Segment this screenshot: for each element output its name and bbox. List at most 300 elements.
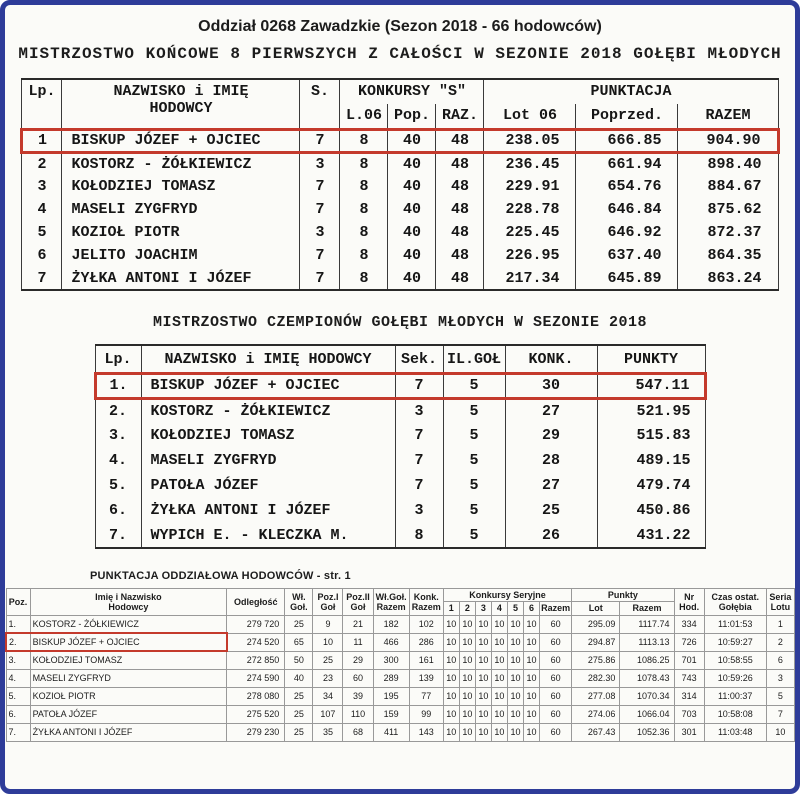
table-cell: 6. — [95, 498, 141, 523]
header-group-punktacja: PUNKTACJA — [484, 79, 778, 104]
table-row — [22, 175, 778, 198]
table-cell: 10 — [459, 615, 475, 633]
header-poz1 — [313, 589, 343, 616]
header-poprzed: Poprzed. — [576, 104, 678, 129]
table-cell: 10 — [491, 723, 507, 741]
table-cell: 60 — [540, 669, 572, 687]
table-cell: 4. — [6, 669, 30, 687]
table-cell: 48 — [436, 152, 484, 175]
table-cell: 10 — [459, 633, 475, 651]
header-k5: 5 — [507, 602, 523, 615]
table-cell: 34 — [313, 687, 343, 705]
table-cell: 11:01:53 — [704, 615, 766, 633]
table-row — [22, 198, 778, 221]
table-cell: 10 — [475, 723, 491, 741]
table-cell: ŻYŁKA ANTONI I JÓZEF — [30, 723, 227, 741]
oddzial-heading: PUNKTACJA ODDZIAŁOWA HODOWCÓW - str. 1 — [90, 570, 351, 582]
table-row — [6, 723, 795, 741]
header-poz: Poz. — [6, 589, 30, 616]
table-cell: 5 — [443, 473, 505, 498]
header-name: NAZWISKO i IMIĘ HODOWCY — [141, 345, 395, 373]
table-cell: 10 — [491, 615, 507, 633]
table-cell: 10 — [524, 633, 540, 651]
table-cell: 236.45 — [484, 152, 576, 175]
table-cell: 10 — [443, 651, 459, 669]
table-cell: 25 — [285, 723, 313, 741]
table-cell: KOŁODZIEJ TOMASZ — [141, 423, 395, 448]
table-cell: 5 — [443, 448, 505, 473]
table-cell: 274 590 — [227, 669, 285, 687]
table-cell: 289 — [373, 669, 409, 687]
table-cell: 40 — [388, 221, 436, 244]
table-cell: 10 — [524, 687, 540, 705]
header-nr-hod — [674, 589, 704, 616]
table-cell: 77 — [409, 687, 443, 705]
header-razem: RAZEM — [678, 104, 778, 129]
table-header — [95, 345, 705, 373]
table-cell: KOZIOŁ PIOTR — [30, 687, 227, 705]
table-row — [22, 221, 778, 244]
table-cell: 7 — [300, 267, 340, 290]
table-cell: 7 — [300, 244, 340, 267]
table-cell: 25 — [285, 615, 313, 633]
table-cell: 726 — [674, 633, 704, 651]
header-wlgol-razem-line2: Razem — [376, 601, 406, 612]
table-cell: 68 — [343, 723, 373, 741]
header-seria — [766, 589, 794, 616]
table-cell: 8 — [340, 175, 388, 198]
table-cell: 7. — [95, 523, 141, 548]
table-cell: 60 — [540, 687, 572, 705]
header-konk: KONK. — [505, 345, 597, 373]
header-l06: L.06 — [340, 104, 388, 129]
table-cell: 6 — [22, 244, 62, 267]
header-lp: Lp. — [95, 345, 141, 373]
table-cell: 863.24 — [678, 267, 778, 290]
header-k4: 4 — [491, 602, 507, 615]
table-cell: 10 — [491, 705, 507, 723]
table-cell: 10 — [459, 705, 475, 723]
final-championship-heading: MISTRZOSTWO KOŃCOWE 8 PIERWSZYCH Z CAŁOŚCI W SEZONIE 2018 GOŁĘBI MŁODYCH — [18, 45, 782, 63]
table-cell: 40 — [388, 198, 436, 221]
table-cell: 10 — [475, 615, 491, 633]
table-row — [95, 473, 705, 498]
table-cell: 521.95 — [597, 398, 705, 423]
table-cell: 274 520 — [227, 633, 285, 651]
table-cell: 25 — [313, 651, 343, 669]
table-cell: KOSTORZ - ŻÓŁKIEWICZ — [141, 398, 395, 423]
header-lot06: Lot 06 — [484, 104, 576, 129]
header-lot: Lot — [572, 602, 620, 615]
table-cell: 10 — [443, 669, 459, 687]
table-cell: 267.43 — [572, 723, 620, 741]
table-cell: 2 — [766, 633, 794, 651]
header-sek: Sek. — [395, 345, 443, 373]
table-cell: 10:58:08 — [704, 705, 766, 723]
table-cell: 5. — [6, 687, 30, 705]
table-cell: 10 — [524, 651, 540, 669]
table-cell: 450.86 — [597, 498, 705, 523]
table-cell: 10 — [475, 669, 491, 687]
table-cell: 10 — [507, 705, 523, 723]
table-row — [22, 244, 778, 267]
table-cell: 637.40 — [576, 244, 678, 267]
champions-table — [94, 344, 707, 549]
table-cell: 666.85 — [576, 129, 678, 152]
header-group-seryjne: Konkursy Seryjne — [443, 589, 571, 602]
table-row — [95, 373, 705, 398]
table-body — [95, 373, 705, 548]
table-cell: 11 — [343, 633, 373, 651]
table-cell: 10 — [443, 687, 459, 705]
table-cell: KOŁODZIEJ TOMASZ — [62, 175, 300, 198]
table-cell: 11:00:37 — [704, 687, 766, 705]
header-seria-line2: Lotu — [770, 601, 791, 612]
table-cell: 5 — [766, 687, 794, 705]
table-cell: 8 — [340, 267, 388, 290]
table-cell: 8 — [340, 221, 388, 244]
header-wl-gol-line2: Goł. — [290, 601, 308, 612]
table-cell: 28 — [505, 448, 597, 473]
table-cell: 10 — [459, 723, 475, 741]
table-cell: 195 — [373, 687, 409, 705]
table-cell: 1. — [6, 615, 30, 633]
table-cell: JELITO JOACHIM — [62, 244, 300, 267]
table-cell: 159 — [373, 705, 409, 723]
table-cell: 466 — [373, 633, 409, 651]
table-cell: 278 080 — [227, 687, 285, 705]
header-lot-razem: Razem — [620, 602, 674, 615]
table-cell: 300 — [373, 651, 409, 669]
table-cell: 277.08 — [572, 687, 620, 705]
table-cell: 40 — [285, 669, 313, 687]
table-cell: 10 — [475, 705, 491, 723]
table-cell: 10 — [524, 723, 540, 741]
table-cell: 7 — [395, 448, 443, 473]
table-cell: 60 — [540, 615, 572, 633]
table-cell: ŻYŁKA ANTONI I JÓZEF — [62, 267, 300, 290]
table-cell: 2. — [95, 398, 141, 423]
table-cell: 182 — [373, 615, 409, 633]
table-row — [95, 448, 705, 473]
header-name — [62, 79, 300, 129]
table-cell: 217.34 — [484, 267, 576, 290]
table-cell: 864.35 — [678, 244, 778, 267]
table-cell: 9 — [313, 615, 343, 633]
header-k6: 6 — [524, 602, 540, 615]
table-cell: 50 — [285, 651, 313, 669]
table-cell: 110 — [343, 705, 373, 723]
table-cell: 48 — [436, 244, 484, 267]
table-cell: 10 — [524, 705, 540, 723]
table-cell: 5 — [443, 373, 505, 398]
page-title: Oddział 0268 Zawadzkie (Sezon 2018 - 66 hodowców) — [198, 18, 602, 35]
table-cell: 27 — [505, 473, 597, 498]
header-name-line2: Hodowcy — [108, 601, 149, 612]
table-cell: 654.76 — [576, 175, 678, 198]
table-row — [22, 152, 778, 175]
table-cell: 10 — [491, 669, 507, 687]
table-cell: 102 — [409, 615, 443, 633]
table-cell: 4 — [22, 198, 62, 221]
table-cell: 107 — [313, 705, 343, 723]
header-raz: RAZ. — [436, 104, 484, 129]
table-row — [95, 398, 705, 423]
table-cell: 10 — [507, 687, 523, 705]
table-cell: 646.84 — [576, 198, 678, 221]
table-cell: 5. — [95, 473, 141, 498]
table-body — [6, 615, 795, 741]
table-cell: 7 — [300, 175, 340, 198]
table-cell: 884.67 — [678, 175, 778, 198]
table-cell: PATOŁA JÓZEF — [30, 705, 227, 723]
table-cell: 3 — [395, 498, 443, 523]
header-lp: Lp. — [22, 79, 62, 129]
table-cell: 282.30 — [572, 669, 620, 687]
table-row — [6, 633, 795, 651]
table-cell: 872.37 — [678, 221, 778, 244]
table-cell: 10:59:26 — [704, 669, 766, 687]
table-cell: 279 720 — [227, 615, 285, 633]
header-group-punkty: Punkty — [572, 589, 674, 602]
header-pop: Pop. — [388, 104, 436, 129]
table-row — [95, 523, 705, 548]
table-cell: KOŁODZIEJ TOMASZ — [30, 651, 227, 669]
table-cell: 875.62 — [678, 198, 778, 221]
table-row — [6, 651, 795, 669]
table-cell: 10 — [443, 705, 459, 723]
table-cell: 5 — [443, 523, 505, 548]
table-cell: 225.45 — [484, 221, 576, 244]
table-cell: 10 — [313, 633, 343, 651]
table-cell: 10 — [491, 633, 507, 651]
table-cell: 10 — [443, 633, 459, 651]
table-cell: 515.83 — [597, 423, 705, 448]
table-cell: 411 — [373, 723, 409, 741]
table-cell: 279 230 — [227, 723, 285, 741]
table-cell: 1113.13 — [620, 633, 674, 651]
header-czas-line2: Gołębia — [718, 601, 752, 612]
header-punkty: PUNKTY — [597, 345, 705, 373]
table-cell: 301 — [674, 723, 704, 741]
header-konk-razem-line1: Konk. — [413, 591, 439, 602]
header-k-razem: Razem — [541, 603, 571, 614]
table-cell: 161 — [409, 651, 443, 669]
table-cell: 3 — [22, 175, 62, 198]
final-championship-table — [20, 78, 779, 291]
table-cell: 40 — [388, 267, 436, 290]
header-czas-line1: Czas ostat. — [711, 591, 759, 602]
table-cell: 228.78 — [484, 198, 576, 221]
table-row — [6, 669, 795, 687]
table-cell: 10 — [524, 615, 540, 633]
table-cell: 10 — [475, 687, 491, 705]
table-cell: 10 — [766, 723, 794, 741]
table-cell: 5 — [22, 221, 62, 244]
table-cell: 10:59:27 — [704, 633, 766, 651]
table-cell: 6. — [6, 705, 30, 723]
table-cell: 7 — [22, 267, 62, 290]
table-cell: 1 — [766, 615, 794, 633]
table-cell: 275 520 — [227, 705, 285, 723]
header-nr-line2: Hod. — [679, 601, 700, 612]
table-cell: 661.94 — [576, 152, 678, 175]
header-name — [30, 589, 227, 616]
table-cell: 8 — [340, 152, 388, 175]
table-cell: 10 — [507, 615, 523, 633]
table-cell: 4. — [95, 448, 141, 473]
table-row — [6, 705, 795, 723]
table-cell: 10 — [507, 669, 523, 687]
table-cell: 8 — [395, 523, 443, 548]
header-czas — [704, 589, 766, 616]
table-cell: 10:58:55 — [704, 651, 766, 669]
table-cell: 25 — [285, 705, 313, 723]
table-cell: 139 — [409, 669, 443, 687]
table-cell: WYPICH E. - KLECZKA M. — [141, 523, 395, 548]
header-wl-gol-line1: Wł. — [292, 591, 306, 602]
table-cell: MASELI ZYGFRYD — [30, 669, 227, 687]
table-cell: BISKUP JÓZEF + OJCIEC — [62, 129, 300, 152]
table-cell: 48 — [436, 129, 484, 152]
table-cell: 295.09 — [572, 615, 620, 633]
header-k1: 1 — [443, 602, 459, 615]
table-cell: 35 — [313, 723, 343, 741]
table-cell: 48 — [436, 175, 484, 198]
table-cell: 5 — [443, 498, 505, 523]
table-cell: 274.06 — [572, 705, 620, 723]
table-cell: 646.92 — [576, 221, 678, 244]
table-cell: 294.87 — [572, 633, 620, 651]
header-poz1-line2: Goł — [320, 601, 336, 612]
table-cell: 40 — [388, 175, 436, 198]
table-cell: 1078.43 — [620, 669, 674, 687]
table-cell: 1 — [22, 129, 62, 152]
table-cell: PATOŁA JÓZEF — [141, 473, 395, 498]
table-body — [22, 129, 778, 290]
table-cell: 2. — [6, 633, 30, 651]
table-cell: 8 — [340, 244, 388, 267]
table-cell: 60 — [540, 651, 572, 669]
table-cell: 60 — [540, 705, 572, 723]
header-ilgol: IL.GOŁ — [443, 345, 505, 373]
table-row — [6, 615, 795, 633]
table-cell: 1. — [95, 373, 141, 398]
table-cell: 10 — [507, 723, 523, 741]
table-cell: ŻYŁKA ANTONI I JÓZEF — [141, 498, 395, 523]
header-seria-line1: Seria — [769, 591, 792, 602]
table-cell: 275.86 — [572, 651, 620, 669]
header-nr-line1: Nr — [684, 591, 695, 602]
table-cell: 1070.34 — [620, 687, 674, 705]
table-cell: 60 — [540, 723, 572, 741]
header-odleglosc: Odległość — [227, 589, 285, 616]
table-cell: 25 — [285, 687, 313, 705]
table-cell: 314 — [674, 687, 704, 705]
header-section: S. — [300, 79, 340, 129]
table-row — [6, 687, 795, 705]
table-cell: 547.11 — [597, 373, 705, 398]
table-cell: 27 — [505, 398, 597, 423]
table-header — [6, 589, 795, 616]
header-poz1-line1: Poz.I — [317, 591, 339, 602]
table-cell: 11:03:48 — [704, 723, 766, 741]
table-cell: MASELI ZYGFRYD — [62, 198, 300, 221]
table-row — [22, 267, 778, 290]
table-cell: 1052.36 — [620, 723, 674, 741]
table-cell: 1066.04 — [620, 705, 674, 723]
table-cell: 60 — [343, 669, 373, 687]
table-cell: BISKUP JÓZEF + OJCIEC — [141, 373, 395, 398]
table-cell: 10 — [475, 651, 491, 669]
table-cell: 8 — [340, 198, 388, 221]
table-cell: 65 — [285, 633, 313, 651]
header-poz2-line1: Poz.II — [346, 591, 370, 602]
header-k3: 3 — [475, 602, 491, 615]
table-cell: 7 — [395, 423, 443, 448]
table-cell: 60 — [540, 633, 572, 651]
table-cell: 7. — [6, 723, 30, 741]
table-cell: 6 — [766, 651, 794, 669]
header-wlgol-razem-line1: Wł.Goł. — [375, 591, 407, 602]
table-cell: 3. — [95, 423, 141, 448]
table-cell: 143 — [409, 723, 443, 741]
table-cell: 7 — [300, 198, 340, 221]
table-cell: 39 — [343, 687, 373, 705]
table-cell: KOZIOŁ PIOTR — [62, 221, 300, 244]
table-cell: 40 — [388, 129, 436, 152]
table-cell: 10 — [475, 633, 491, 651]
table-cell: 10 — [524, 669, 540, 687]
table-cell: 431.22 — [597, 523, 705, 548]
table-cell: 7 — [300, 129, 340, 152]
table-cell: 703 — [674, 705, 704, 723]
table-cell: 10 — [443, 615, 459, 633]
table-cell: 10 — [491, 687, 507, 705]
table-header — [22, 79, 778, 129]
header-k2: 2 — [459, 602, 475, 615]
header-konk-razem-line2: Razem — [411, 601, 441, 612]
table-cell: KOSTORZ - ŻÓŁKIEWICZ — [30, 615, 227, 633]
table-cell: 7 — [395, 373, 443, 398]
table-cell: 7 — [395, 473, 443, 498]
table-cell: 226.95 — [484, 244, 576, 267]
table-cell: 1117.74 — [620, 615, 674, 633]
header-poz2 — [343, 589, 373, 616]
header-name-line1: Imię i Nazwisko — [95, 591, 162, 602]
table-cell: 7 — [766, 705, 794, 723]
table-cell: MASELI ZYGFRYD — [141, 448, 395, 473]
table-cell: 743 — [674, 669, 704, 687]
table-row — [95, 498, 705, 523]
table-cell: 30 — [505, 373, 597, 398]
table-cell: 904.90 — [678, 129, 778, 152]
table-cell: 23 — [313, 669, 343, 687]
table-cell: 21 — [343, 615, 373, 633]
table-cell: 479.74 — [597, 473, 705, 498]
header-name-line2: HODOWCY — [149, 100, 213, 117]
table-cell: 3. — [6, 651, 30, 669]
table-cell: 238.05 — [484, 129, 576, 152]
table-cell: 10 — [507, 633, 523, 651]
table-cell: 3 — [766, 669, 794, 687]
table-cell: 2 — [22, 152, 62, 175]
table-cell: 10 — [459, 687, 475, 705]
table-cell: 3 — [395, 398, 443, 423]
table-cell: 489.15 — [597, 448, 705, 473]
table-cell: 26 — [505, 523, 597, 548]
table-cell: 3 — [300, 221, 340, 244]
